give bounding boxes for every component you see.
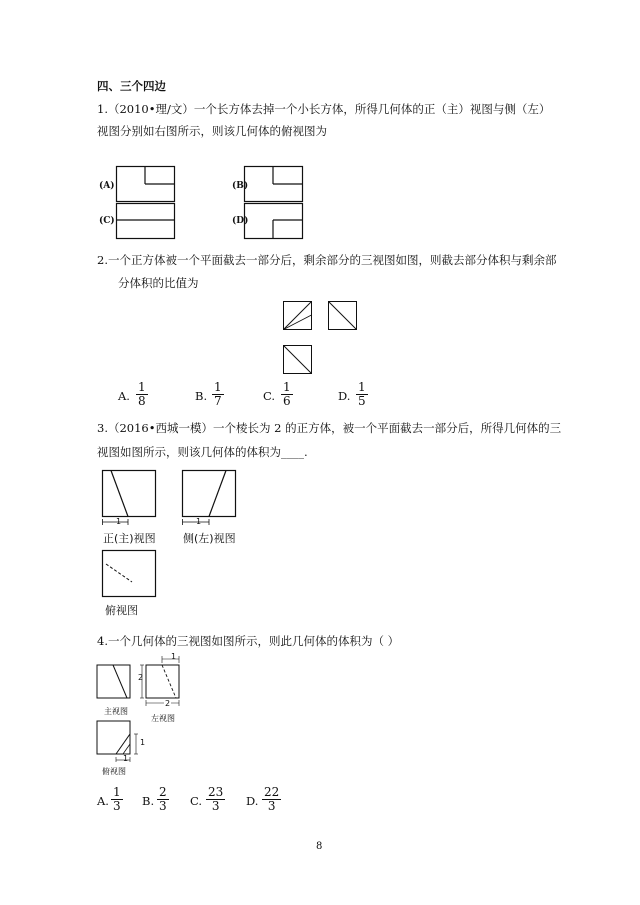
q4-top-label: 俯视图 [102,767,126,776]
page-number: 8 [316,841,323,852]
section-title: 四、三个四边 [97,79,166,93]
q2-choice-c-fraction: $\frac{1}{6}$ [283,380,291,408]
q3-top-label: 俯视图 [105,604,138,617]
q4-front-label: 主视图 [104,707,128,716]
q3-side-dim: 1 [196,517,202,526]
q1-option-a-figure [116,166,176,202]
q4-side-width-dim: 2 [165,699,171,708]
q1-option-a-label: (A) [99,181,115,191]
q2-top-view [283,345,313,375]
q2-text-line1: 2.一个正方体被一个平面截去一部分后，剩余部分的三视图如图，则截去部分体积与剩余部 [97,253,557,267]
q4-side-height-dim: 2 [138,673,144,682]
q3-text-line2: 视图如图所示，则该几何体的体积为____. [97,445,308,459]
q4-choice-c-label: C. [190,794,203,808]
q2-choice-d-fraction: $\frac{1}{5}$ [358,380,366,408]
q4-choice-a-fraction: $\frac{1}{3}$ [113,785,121,813]
q3-front-view [102,470,158,530]
q2-choice-d-label: D. [338,389,351,403]
q2-front-view [283,301,313,331]
q2-text-line2: 分体积的比值为 [118,276,199,290]
q3-text-line1: 3.（2016•西城一模）一个棱长为 2 的正方体，被一个平面截去一部分后，所得几何体的三 [97,421,562,435]
q2-choice-b-label: B. [195,389,208,403]
q1-option-d-figure [244,203,304,239]
q2-choice-b-fraction: $\frac{1}{7}$ [214,380,222,408]
q3-front-dim: 1 [116,517,122,526]
q2-choice-c-label: C. [263,389,276,403]
q4-choice-a-label: A. [97,794,109,808]
q3-side-view [182,470,238,530]
q4-choice-c-fraction: $\frac{23}{3}$ [208,785,224,813]
q4-top-height-dim: 1 [140,738,146,747]
q4-choice-d-label: D. [246,794,259,808]
q1-option-b-label: (B) [232,181,249,191]
q3-front-label: 正(主)视图 [103,532,156,545]
q3-top-view [102,550,158,600]
q2-choice-a-fraction: $\frac{1}{8}$ [138,380,146,408]
q1-text-line2: 视图分别如右图所示，则该几何体的俯视图为 [97,124,327,138]
q4-choice-d-fraction: $\frac{22}{3}$ [264,785,280,813]
q1-option-c-label: (C) [99,216,115,226]
q1-text-line1: 1.（2010•理/文）一个长方体去掉一个小长方体，所得几何体的正（主）视图与侧（左） [97,102,551,116]
q4-top-width-dim: 1 [123,754,129,763]
q3-side-label: 侧(左)视图 [183,532,236,545]
q1-option-c-figure [116,203,176,239]
q4-side-top-dim: 1 [171,652,177,661]
q1-option-d-label: (D) [232,216,249,226]
q2-choice-a-label: A. [118,389,130,403]
q4-choice-b-label: B. [142,794,155,808]
q1-option-b-figure [244,166,304,202]
q4-text-line1: 4.一个几何体的三视图如图所示，则此几何体的体积为（ ） [97,634,400,648]
q4-choice-b-fraction: $\frac{2}{3}$ [159,785,167,813]
q4-front-side-views [96,652,191,712]
q4-side-label: 左视图 [151,714,175,723]
q2-side-view [328,301,358,331]
